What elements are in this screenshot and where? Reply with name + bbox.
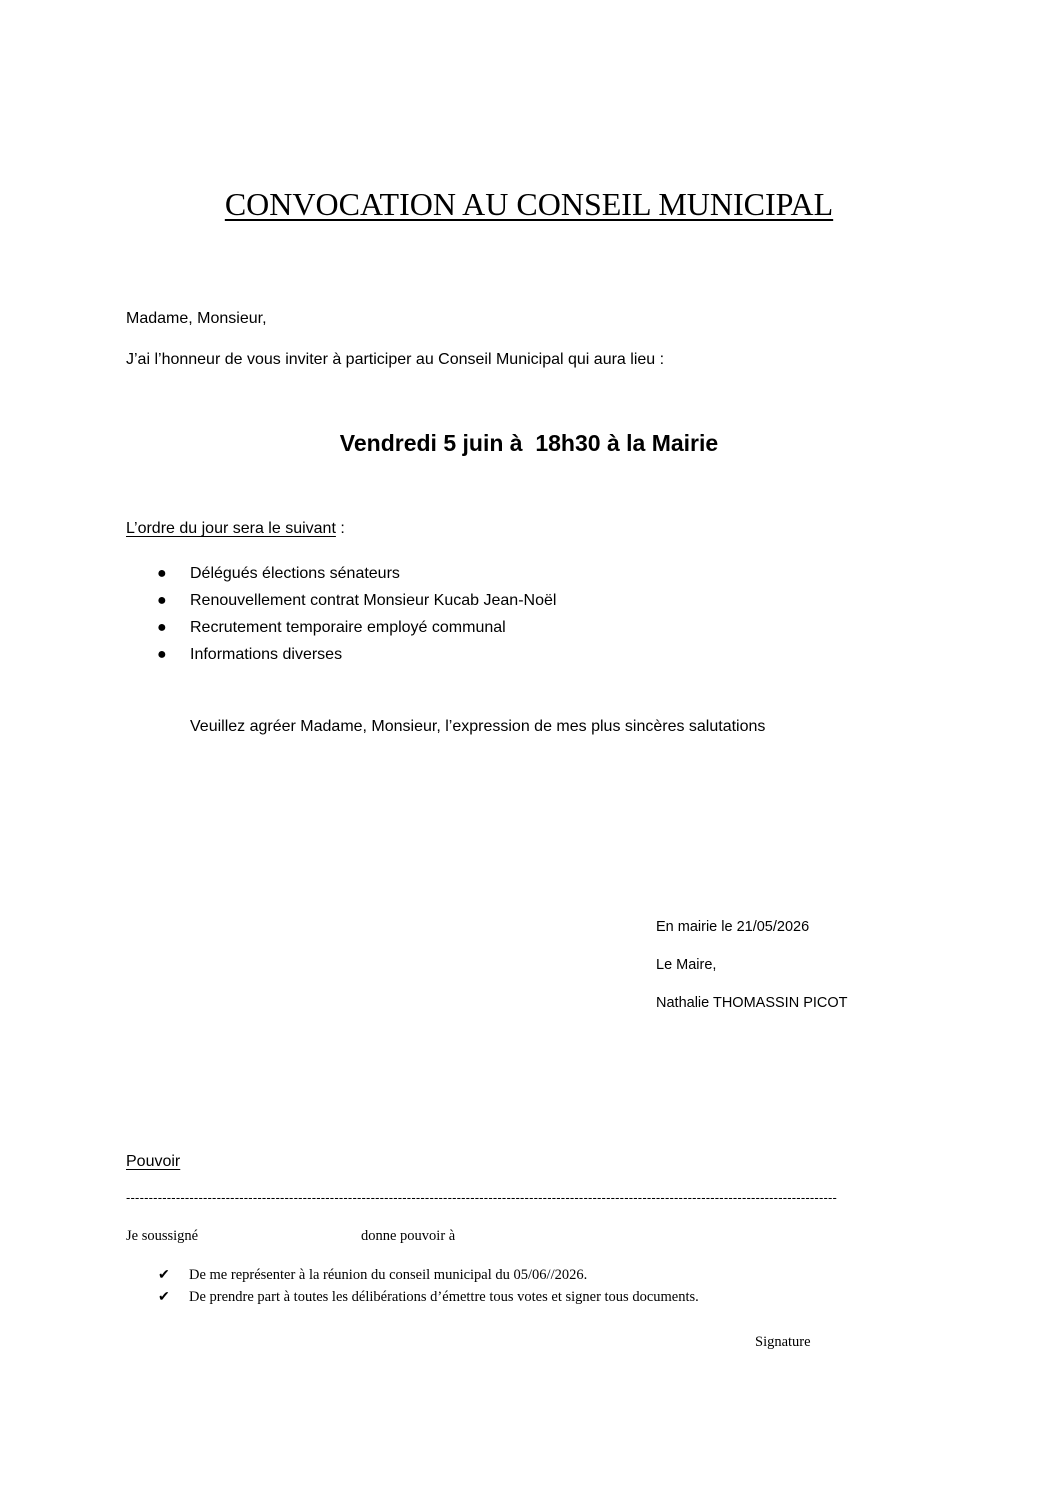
agenda-item (157, 560, 556, 587)
proxy-line-middle: donne pouvoir à (361, 1228, 456, 1244)
agenda-item-text: Renouvellement contrat Monsieur Kucab Jean-Noël (190, 591, 557, 609)
page-title: CONVOCATION AU CONSEIL MUNICIPAL (224, 186, 834, 222)
bullet-icon: ● (157, 591, 167, 609)
signature-date: En mairie le 21/05/2026 (656, 919, 810, 935)
proxy-item (158, 1264, 699, 1286)
checkmark-icon: ✔ (158, 1289, 170, 1305)
agenda-list (157, 560, 556, 668)
agenda-label (126, 520, 345, 538)
agenda-item (157, 614, 556, 641)
checkmark-icon: ✔ (158, 1267, 170, 1283)
agenda-label-text: L’ordre du jour sera le suivant (126, 520, 336, 537)
proxy-item-text: De prendre part à toutes les délibérations d’émettre tous votes et signer tous documents. (189, 1288, 699, 1305)
agenda-item-text: Recrutement temporaire employé communal (190, 618, 506, 636)
meeting-details: Vendredi 5 juin à 18h30 à la Mairie (339, 430, 719, 456)
bullet-icon: ● (157, 645, 167, 663)
proxy-line-start: Je soussigné (126, 1228, 199, 1244)
bullet-icon: ● (157, 564, 167, 582)
signature-name: Nathalie THOMASSIN PICOT (656, 995, 848, 1011)
agenda-item (157, 641, 556, 668)
proxy-item (158, 1286, 699, 1308)
proxy-heading: Pouvoir (126, 1153, 181, 1170)
signature-role: Le Maire, (656, 957, 717, 973)
agenda-label-suffix: : (335, 520, 345, 537)
bullet-icon: ● (157, 618, 167, 636)
signature-label: Signature (755, 1334, 811, 1350)
separator-line: ------------------------------------------------------------------------------------------------------------------------------------------------------------- (126, 1190, 838, 1205)
intro-text: J’ai l’honneur de vous inviter à participer au Conseil Municipal qui aura lieu : (126, 351, 665, 368)
proxy-list (158, 1264, 699, 1308)
salutation: Madame, Monsieur, (126, 310, 267, 327)
agenda-item-text: Délégués élections sénateurs (190, 564, 400, 582)
agenda-item-text: Informations diverses (190, 645, 343, 663)
proxy-item-text: De me représenter à la réunion du conseil municipal du 05/06//2026. (189, 1266, 588, 1283)
agenda-item (157, 587, 556, 614)
closing-text: Veuillez agréer Madame, Monsieur, l’expression de mes plus sincères salutations (190, 718, 766, 735)
